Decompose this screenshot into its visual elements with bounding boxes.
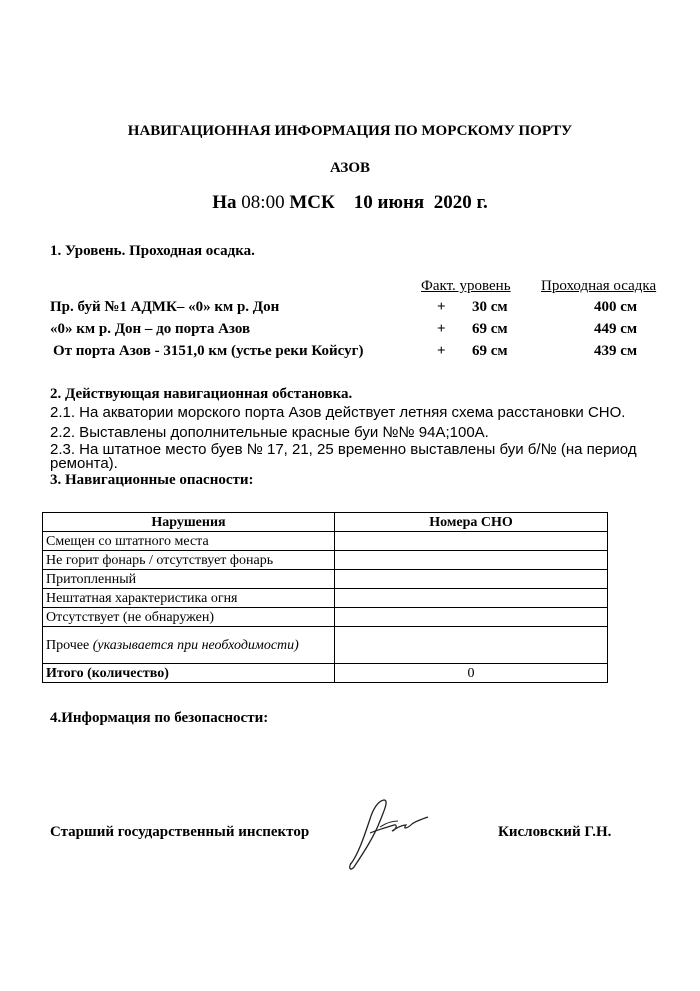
violation-label: Смещен со штатного места [43, 532, 335, 551]
report-date: 10 июня [353, 192, 425, 213]
level-value-3: 69 см [472, 343, 508, 359]
table-row [43, 589, 608, 608]
level-value-2: 69 см [472, 321, 508, 337]
table-header-row [43, 513, 608, 532]
total-label: Итого (количество) [43, 664, 335, 683]
section-3-heading: 3. Навигационные опасности: [50, 472, 254, 488]
column-header-aid-numbers: Номера СНО [335, 513, 608, 532]
section-4-heading: 4.Информация по безопасности: [50, 710, 269, 726]
nav-item-2-3: 2.3. На штатное место буев № 17, 21, 25 временно выставлены буи б/№ (на период ремонта). [50, 441, 637, 472]
aid-number-cell [335, 551, 608, 570]
total-value: 0 [335, 664, 608, 683]
other-note: (указывается при необходимости) [92, 637, 299, 653]
draft-value-2: 449 см [594, 321, 638, 337]
route-name-3: От порта Азов - 3151,0 км (устье реки Койсуг) [53, 343, 364, 359]
table-row [43, 532, 608, 551]
column-header-level: Факт. уровень [421, 278, 511, 294]
aid-number-cell [335, 570, 608, 589]
table-total-row [43, 664, 608, 683]
date-prefix: На [212, 192, 237, 213]
route-name-2: «0» км р. Дон – до порта Азов [50, 321, 251, 337]
violation-label: Притопленный [43, 570, 335, 589]
report-time: 08:00 [241, 192, 285, 213]
other-label: Прочее [46, 637, 90, 653]
document-title: НАВИГАЦИОННАЯ ИНФОРМАЦИЯ ПО МОРСКОМУ ПОРТУ [127, 123, 573, 139]
handwritten-signature [340, 797, 435, 872]
signatory-position: Старший государственный инспектор [50, 824, 310, 840]
report-year: 2020 г. [433, 192, 488, 213]
level-value-1: 30 см [472, 299, 508, 315]
timezone: МСК [289, 192, 335, 213]
aid-number-cell [335, 627, 608, 664]
table-row [43, 551, 608, 570]
route-name-1: Пр. буй №1 АДМК– «0» км р. Дон [50, 299, 280, 315]
violation-label: Не горит фонарь / отсутствует фонарь [43, 551, 335, 570]
aid-number-cell [335, 608, 608, 627]
draft-value-1: 400 см [594, 299, 638, 315]
table-row [43, 627, 608, 664]
section-1-heading: 1. Уровень. Проходная осадка. [50, 243, 255, 259]
level-sign-2: + [437, 321, 446, 337]
port-name: АЗОВ [329, 160, 371, 176]
section-2-heading: 2. Действующая навигационная обстановка. [50, 386, 353, 402]
table-row [43, 608, 608, 627]
column-header-draft: Проходная осадка [541, 278, 657, 294]
nav-item-2-2: 2.2. Выставлены дополнительные красные буи №№ 94А;100А. [50, 424, 489, 441]
violation-label: Нештатная характеристика огня [43, 589, 335, 608]
nav-item-2-1: 2.1. На акватории морского порта Азов действует летняя схема расстановки СНО. [50, 404, 626, 421]
violation-label-other [43, 627, 335, 664]
aid-number-cell [335, 532, 608, 551]
violation-label: Отсутствует (не обнаружен) [43, 608, 335, 627]
signatory-name: Кисловский Г.Н. [498, 824, 612, 840]
draft-value-3: 439 см [594, 343, 638, 359]
column-header-violations: Нарушения [43, 513, 335, 532]
hazards-table [42, 512, 608, 683]
level-sign-3: + [437, 343, 446, 359]
aid-number-cell [335, 589, 608, 608]
table-row [43, 570, 608, 589]
level-sign-1: + [437, 299, 446, 315]
report-datetime [0, 192, 700, 214]
